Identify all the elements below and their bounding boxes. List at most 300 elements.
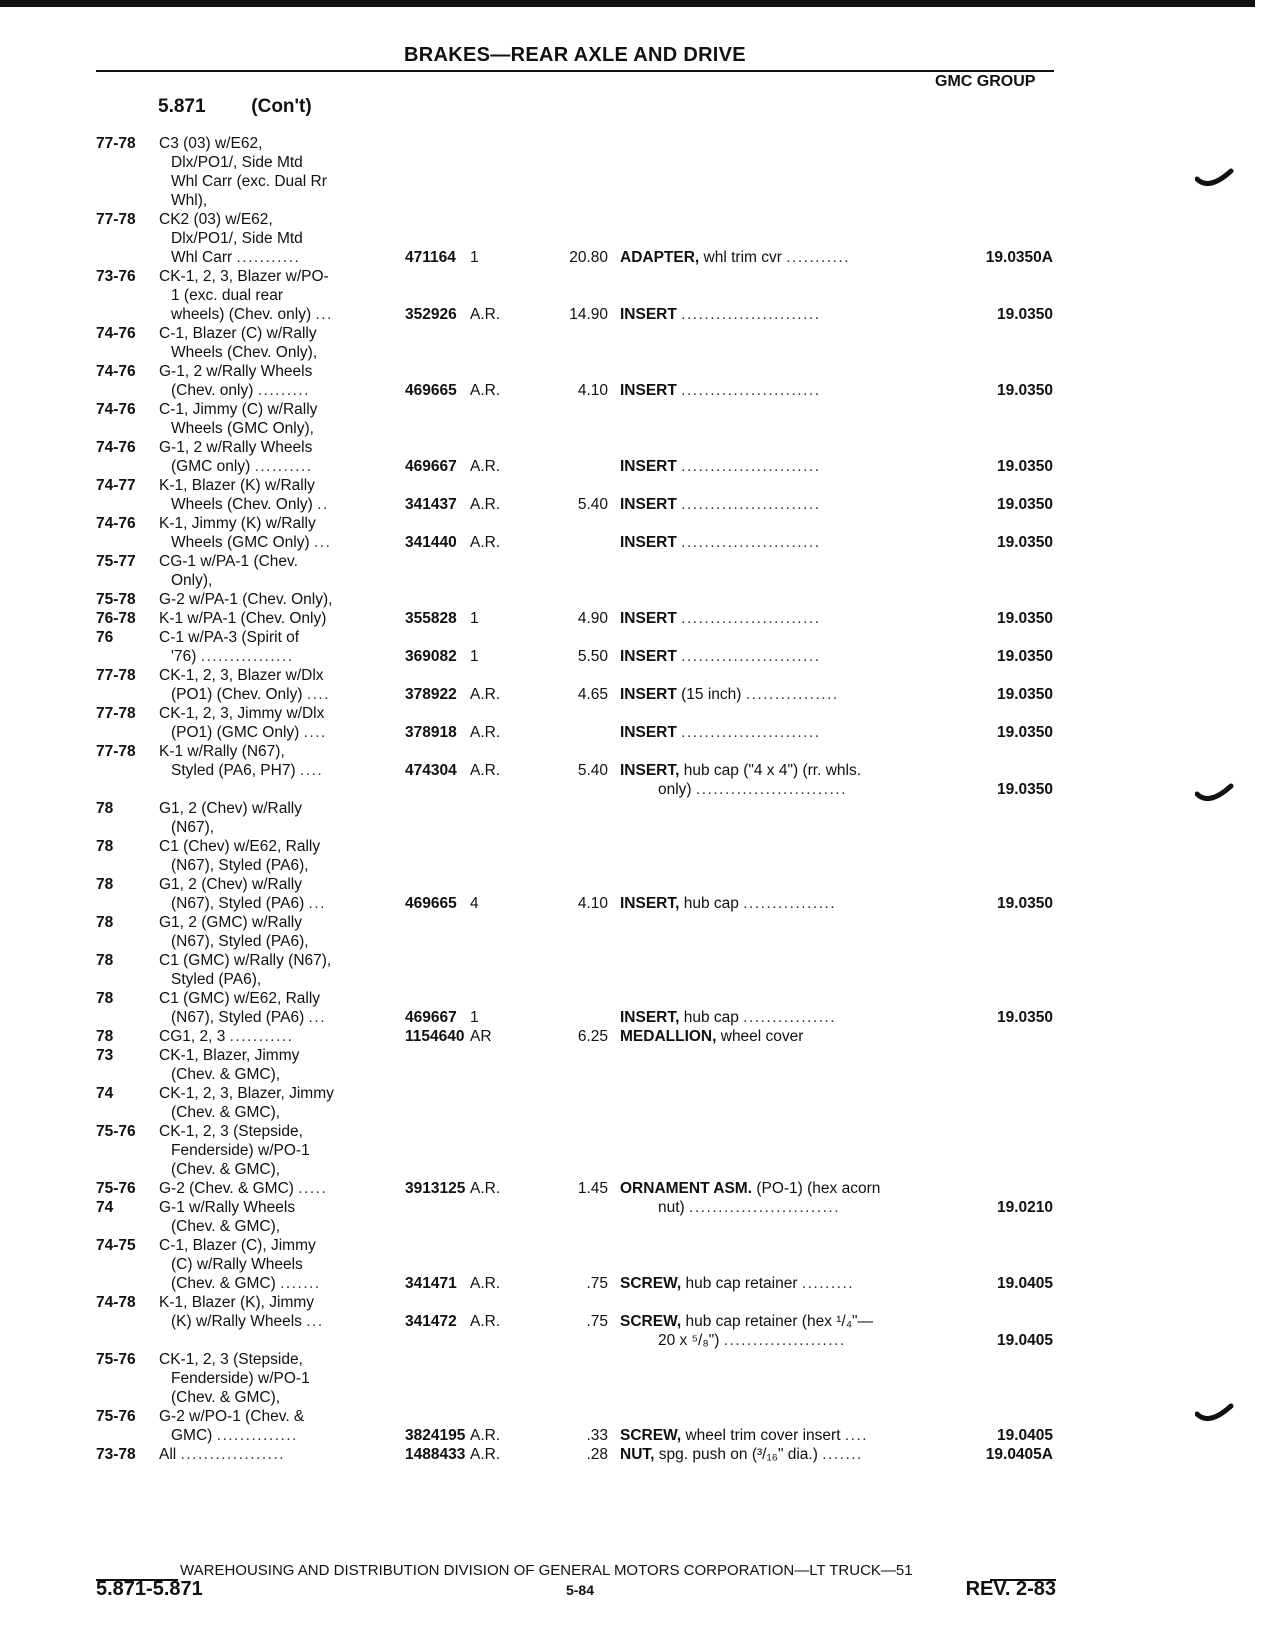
part-number: 469665 [405, 895, 457, 912]
catalog-group-number: 19.0350 [996, 724, 1053, 741]
model-text: K-1, Blazer (K), Jimmy [159, 1294, 315, 1311]
model-text: (K) w/Rally Wheels [171, 1313, 302, 1330]
model-line [96, 1426, 371, 1445]
dot-leader: ..................... [723, 1332, 846, 1349]
model-line [96, 172, 371, 191]
price: 6.25 [577, 1028, 608, 1045]
model-text: (GMC only) [171, 458, 251, 475]
model-line [96, 381, 371, 400]
price: 4.10 [577, 382, 608, 399]
model-text: CK-1, 2, 3, Blazer, Jimmy [159, 1085, 334, 1102]
model-line [96, 837, 371, 856]
dot-leader: .... [306, 686, 331, 703]
dot-leader: .......................... [695, 781, 847, 798]
model-line [96, 153, 371, 172]
model-applicability [96, 799, 371, 913]
model-text: (N67), Styled (PA6) [171, 1009, 305, 1026]
model-line [96, 1141, 371, 1160]
quantity: 4 [470, 895, 479, 912]
quantity: A.R. [470, 496, 501, 513]
part-description [620, 1274, 940, 1293]
model-text: (N67), Styled (PA6) [171, 895, 305, 912]
model-line [96, 913, 371, 932]
model-text: Fenderside) w/PO-1 [171, 1142, 310, 1159]
model-line [96, 894, 371, 913]
footer-section-range: 5.871-5.871 [96, 1578, 203, 1600]
model-text: CK2 (03) w/E62, [159, 211, 273, 228]
part-number: 469667 [405, 458, 457, 475]
catalog-group-number: 19.0350 [996, 781, 1053, 798]
model-line [96, 552, 371, 571]
model-line [96, 1293, 371, 1312]
model-text: G1, 2 (GMC) w/Rally [159, 914, 302, 931]
part-detail: hub cap retainer (hex ¹/₄"— [681, 1313, 874, 1330]
quantity: 1 [470, 1009, 479, 1026]
dot-leader: ........................ [681, 496, 821, 513]
page-title: BRAKES—REAR AXLE AND DRIVE [404, 44, 746, 66]
model-line [96, 723, 371, 742]
model-text: Fenderside) w/PO-1 [171, 1370, 310, 1387]
model-years: 73-78 [96, 1446, 136, 1463]
dot-leader: ... [308, 1009, 326, 1026]
part-name: INSERT [620, 534, 677, 551]
quantity: A.R. [470, 686, 501, 703]
model-text: G-2 w/PA-1 (Chev. Only), [159, 591, 333, 608]
model-text: CK-1, 2, 3 (Stepside, [159, 1351, 303, 1368]
dot-leader: .......... [254, 458, 313, 475]
model-years: 74-77 [96, 477, 136, 494]
part-number: 369082 [405, 648, 457, 665]
part-number: 341440 [405, 534, 457, 551]
model-line [96, 438, 371, 457]
model-text: G-2 w/PO-1 (Chev. & [159, 1408, 305, 1425]
part-detail: hub cap [679, 1009, 739, 1026]
binder-hole-mark [1195, 165, 1235, 195]
part-description [620, 1312, 940, 1350]
model-line [96, 704, 371, 723]
model-years: 78 [96, 990, 114, 1007]
part-number: 341437 [405, 496, 457, 513]
model-text: G-1, 2 w/Rally Wheels [159, 363, 313, 380]
part-name: INSERT [620, 724, 677, 741]
part-description [620, 1445, 940, 1464]
model-applicability [96, 1350, 371, 1445]
price: 4.90 [577, 610, 608, 627]
part-name: INSERT, [620, 1009, 680, 1026]
dot-leader: ........................ [681, 306, 821, 323]
model-line [96, 248, 371, 267]
model-years: 75-77 [96, 553, 136, 570]
dot-leader: .......................... [689, 1199, 840, 1216]
description-line [620, 1274, 940, 1293]
model-line [96, 1008, 371, 1027]
part-description [620, 894, 940, 913]
binder-hole-mark [1195, 1400, 1235, 1430]
model-applicability [96, 666, 371, 704]
part-description [620, 1426, 940, 1445]
model-line [96, 742, 371, 761]
quantity: A.R. [470, 724, 501, 741]
part-number: 3824195 [405, 1427, 466, 1444]
quantity: A.R. [470, 1180, 501, 1197]
model-line [96, 951, 371, 970]
model-text: Wheels (GMC Only) [171, 534, 310, 551]
model-applicability [96, 1445, 371, 1464]
model-years: 75-76 [96, 1123, 136, 1140]
model-text: 1 (exc. dual rear [171, 287, 283, 304]
part-description [620, 647, 940, 666]
catalog-group-number: 19.0350 [996, 458, 1053, 475]
model-line [96, 1369, 371, 1388]
binder-hole-mark [1195, 780, 1235, 810]
part-name: INSERT [620, 458, 677, 475]
part-detail: hub cap [679, 895, 739, 912]
part-detail: nut) [658, 1199, 685, 1216]
description-line [620, 457, 940, 476]
model-line [96, 476, 371, 495]
model-text: Whl Carr [171, 249, 233, 266]
description-line [620, 495, 940, 514]
catalog-group-number: 19.0350 [996, 382, 1053, 399]
model-years: 78 [96, 800, 114, 817]
model-line [96, 286, 371, 305]
part-name: INSERT [620, 686, 677, 703]
dot-leader: ................ [200, 648, 294, 665]
model-text: CK-1, 2, 3, Blazer w/PO- [159, 268, 329, 285]
description-line [620, 780, 940, 799]
part-number: 471164 [405, 249, 456, 266]
part-detail: wheel cover [716, 1028, 804, 1045]
model-line [96, 1160, 371, 1179]
model-applicability [96, 1198, 371, 1293]
model-text: K-1, Blazer (K) w/Rally [159, 477, 315, 494]
model-line [96, 362, 371, 381]
dot-leader: .... [844, 1427, 869, 1444]
quantity: 1 [470, 249, 479, 266]
dot-leader: ........... [229, 1028, 294, 1045]
model-applicability [96, 476, 371, 514]
catalog-group-number: 19.0350A [985, 249, 1053, 266]
part-number: 1488433 [405, 1446, 466, 1463]
dot-leader: ........................ [681, 610, 821, 627]
price: .75 [586, 1275, 608, 1292]
part-name: ADAPTER, [620, 249, 700, 266]
dot-leader: ......... [257, 382, 310, 399]
model-text: (Chev. & GMC), [171, 1104, 281, 1121]
footer-revision: REV. 2-83 [965, 1578, 1056, 1600]
quantity: A.R. [470, 382, 501, 399]
quantity: A.R. [470, 1446, 501, 1463]
part-name: SCREW, [620, 1313, 682, 1330]
model-years: 75-76 [96, 1408, 136, 1425]
model-text: Styled (PA6, PH7) [171, 762, 296, 779]
model-years: 77-78 [96, 135, 136, 152]
model-line [96, 1312, 371, 1331]
model-line [96, 229, 371, 248]
part-number: 352926 [405, 306, 457, 323]
model-years: 74-76 [96, 325, 136, 342]
price: 5.40 [577, 762, 608, 779]
model-line [96, 1046, 371, 1065]
model-years: 74-76 [96, 363, 136, 380]
model-text: Wheels (GMC Only), [171, 420, 314, 437]
model-applicability [96, 1293, 371, 1331]
model-years: 74 [96, 1085, 114, 1102]
part-description [620, 305, 940, 324]
model-text: K-1 w/PA-1 (Chev. Only) [159, 610, 327, 627]
dot-leader: ... [306, 1313, 324, 1330]
model-applicability [96, 1046, 371, 1198]
model-text: (Chev. & GMC), [171, 1389, 281, 1406]
section-suffix: (Con't) [251, 96, 312, 117]
quantity: A.R. [470, 1313, 501, 1330]
quantity: 1 [470, 648, 479, 665]
price: 4.65 [577, 686, 608, 703]
price: .28 [586, 1446, 608, 1463]
dot-leader: ........................ [681, 648, 821, 665]
model-line [96, 1445, 371, 1464]
description-line [620, 723, 940, 742]
dot-leader: ........... [786, 249, 851, 266]
section-heading [158, 96, 312, 118]
model-text: (Chev. & GMC), [171, 1161, 281, 1178]
model-years: 75-76 [96, 1180, 136, 1197]
part-detail: whl trim cvr [699, 249, 782, 266]
model-line [96, 647, 371, 666]
model-line [96, 400, 371, 419]
catalog-group-number: 19.0350 [996, 306, 1053, 323]
dot-leader: ... [308, 895, 326, 912]
model-years: 74-75 [96, 1237, 136, 1254]
model-line [96, 761, 371, 780]
price: 1.45 [577, 1180, 608, 1197]
part-number: 341471 [405, 1275, 457, 1292]
model-line [96, 419, 371, 438]
footer-page-number: 5-84 [565, 1582, 595, 1598]
part-name: INSERT, [620, 762, 680, 779]
catalog-group-number: 19.0210 [996, 1199, 1053, 1216]
dot-leader: ........... [236, 249, 301, 266]
model-text: G-1 w/Rally Wheels [159, 1199, 296, 1216]
model-applicability [96, 913, 371, 1027]
model-text: G1, 2 (Chev) w/Rally [159, 876, 302, 893]
model-years: 78 [96, 876, 114, 893]
model-years: 76-78 [96, 610, 136, 627]
dot-leader: ................ [743, 895, 837, 912]
part-detail: (15 inch) [676, 686, 742, 703]
part-name: INSERT [620, 648, 677, 665]
model-line [96, 514, 371, 533]
part-name: INSERT [620, 496, 677, 513]
part-number: 469665 [405, 382, 457, 399]
quantity: A.R. [470, 306, 501, 323]
model-text: Wheels (Chev. Only), [171, 344, 318, 361]
dot-leader: .............. [216, 1427, 298, 1444]
part-description [620, 723, 940, 742]
description-line [620, 894, 940, 913]
model-text: C1 (Chev) w/E62, Rally [159, 838, 321, 855]
catalog-group-number: 19.0350 [996, 648, 1053, 665]
model-line [96, 685, 371, 704]
model-text: (C) w/Rally Wheels [171, 1256, 303, 1273]
part-detail: (PO-1) (hex acorn [752, 1180, 881, 1197]
part-number: 378922 [405, 686, 457, 703]
model-text: wheels) (Chev. only) [171, 306, 312, 323]
footer-division-text: WAREHOUSING AND DISTRIBUTION DIVISION OF GENERAL MOTORS CORPORATION—LT TRUCK—51 [180, 1562, 913, 1579]
part-number: 355828 [405, 610, 457, 627]
part-detail: hub cap ("4 x 4") (rr. whls. [679, 762, 862, 779]
model-line [96, 457, 371, 476]
model-text: CK-1, 2, 3, Blazer w/Dlx [159, 667, 324, 684]
description-line [620, 685, 940, 704]
model-line [96, 1179, 371, 1198]
model-text: C1 (GMC) w/Rally (N67), [159, 952, 332, 969]
model-years: 74-76 [96, 439, 136, 456]
description-line [620, 1426, 940, 1445]
model-years: 73 [96, 1047, 114, 1064]
model-text: C-1, Blazer (C) w/Rally [159, 325, 317, 342]
dot-leader: .... [299, 762, 324, 779]
part-description [620, 609, 940, 628]
model-line [96, 818, 371, 837]
top-border [0, 0, 1255, 7]
description-line [620, 305, 940, 324]
catalog-group-number: 19.0405 [996, 1332, 1053, 1349]
dot-leader: ................ [745, 686, 839, 703]
part-description [620, 1179, 940, 1217]
model-text: GMC) [171, 1427, 213, 1444]
model-line [96, 1350, 371, 1369]
dot-leader: .... [303, 724, 327, 741]
quantity: AR [470, 1028, 492, 1045]
part-name: INSERT [620, 306, 677, 323]
model-line [96, 1103, 371, 1122]
model-line [96, 533, 371, 552]
dot-leader: ........................ [681, 458, 821, 475]
model-line [96, 343, 371, 362]
model-text: (N67), Styled (PA6), [171, 933, 309, 950]
dot-leader: .. [317, 496, 329, 513]
description-line [620, 1312, 940, 1331]
part-detail: hub cap retainer [681, 1275, 798, 1292]
model-line [96, 1407, 371, 1426]
model-line [96, 571, 371, 590]
model-years: 74 [96, 1199, 114, 1216]
model-applicability [96, 134, 371, 267]
model-text: G1, 2 (Chev) w/Rally [159, 800, 302, 817]
model-line [96, 1198, 371, 1217]
part-name: INSERT, [620, 895, 680, 912]
part-name: SCREW, [620, 1275, 682, 1292]
part-number: 474304 [405, 762, 457, 779]
model-line [96, 970, 371, 989]
model-text: K-1, Jimmy (K) w/Rally [159, 515, 316, 532]
part-description [620, 381, 940, 400]
dot-leader: ....... [280, 1275, 321, 1292]
catalog-group-number: 19.0405 [996, 1275, 1053, 1292]
model-applicability [96, 324, 371, 400]
model-years: 78 [96, 914, 114, 931]
part-description [620, 457, 940, 476]
description-line [620, 1027, 940, 1046]
model-line [96, 324, 371, 343]
model-line [96, 134, 371, 153]
price: 5.50 [577, 648, 608, 665]
model-years: 77-78 [96, 211, 136, 228]
model-line [96, 191, 371, 210]
title-rule [96, 70, 1054, 72]
part-description [620, 685, 940, 704]
part-number: 1154640 [405, 1028, 465, 1045]
quantity: A.R. [470, 1427, 501, 1444]
model-text: Wheels (Chev. Only) [171, 496, 313, 513]
description-line [620, 1198, 940, 1217]
part-detail: 20 x ⁵/₈") [658, 1332, 720, 1349]
description-line [620, 1179, 940, 1198]
model-line [96, 875, 371, 894]
dot-leader: .................. [180, 1446, 286, 1463]
part-detail: wheel trim cover insert [681, 1427, 841, 1444]
price: 4.10 [577, 895, 608, 912]
model-line [96, 1255, 371, 1274]
model-line [96, 799, 371, 818]
part-number: 378918 [405, 724, 457, 741]
model-years: 78 [96, 838, 114, 855]
model-years: 77-78 [96, 705, 136, 722]
model-applicability [96, 514, 371, 552]
quantity: 1 [470, 610, 479, 627]
model-text: Dlx/PO1/, Side Mtd [171, 230, 303, 247]
model-line [96, 267, 371, 286]
model-text: C-1, Blazer (C), Jimmy [159, 1237, 316, 1254]
quantity: A.R. [470, 1275, 501, 1292]
model-years: 74-76 [96, 401, 136, 418]
model-text: CG-1 w/PA-1 (Chev. [159, 553, 298, 570]
model-text: Styled (PA6), [171, 971, 262, 988]
dot-leader: ........................ [681, 382, 821, 399]
model-line [96, 1217, 371, 1236]
section-number: 5.871 [158, 96, 206, 117]
part-number: 3913125 [405, 1180, 466, 1197]
model-line [96, 1236, 371, 1255]
model-text: (Chev. & GMC), [171, 1218, 281, 1235]
model-line [96, 609, 371, 628]
model-text: C3 (03) w/E62, [159, 135, 263, 152]
model-text: (N67), Styled (PA6), [171, 857, 309, 874]
model-line [96, 1065, 371, 1084]
description-line [620, 381, 940, 400]
model-text: CK-1, 2, 3, Jimmy w/Dlx [159, 705, 325, 722]
model-years: 76 [96, 629, 114, 646]
quantity: A.R. [470, 762, 501, 779]
part-detail: only) [658, 781, 692, 798]
model-text: C-1, Jimmy (C) w/Rally [159, 401, 318, 418]
model-years: 74-78 [96, 1294, 136, 1311]
part-detail: spg. push on (³/₁₆" dia.) [654, 1446, 818, 1463]
dot-leader: ........................ [681, 724, 821, 741]
model-text: Whl), [171, 192, 208, 209]
part-name: INSERT [620, 610, 677, 627]
quantity: A.R. [470, 458, 501, 475]
part-description [620, 495, 940, 514]
part-number: 341472 [405, 1313, 457, 1330]
model-line [96, 1027, 371, 1046]
part-name: NUT, [620, 1446, 655, 1463]
model-line [96, 590, 371, 609]
dot-leader: ..... [298, 1180, 328, 1197]
model-line [96, 1388, 371, 1407]
dot-leader: ... [313, 534, 332, 551]
